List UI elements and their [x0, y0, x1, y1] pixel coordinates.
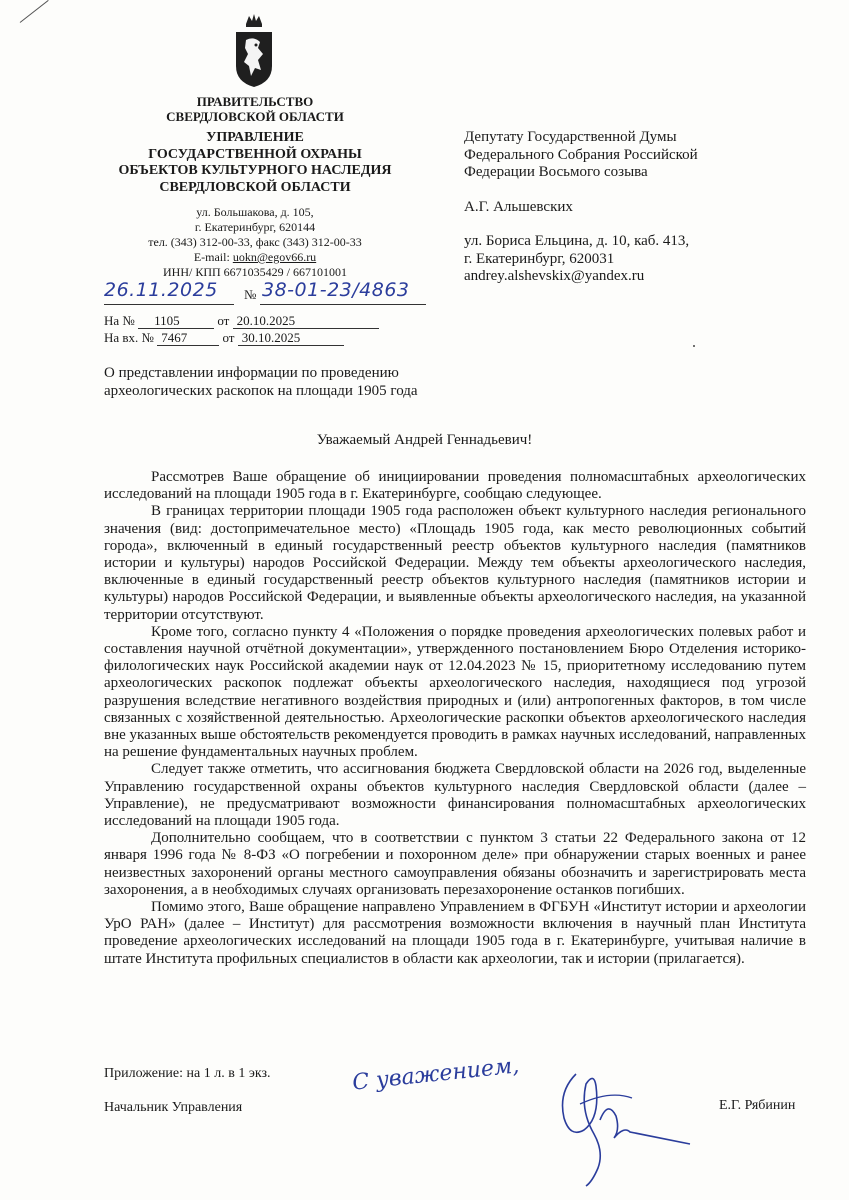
outgoing-no-label: № — [244, 287, 257, 302]
body-paragraph: Следует также отметить, что ассигнования бюджета Свердловской области на 2026 год, выделенные Управлению государственной охраны объектов культурного наследия Свердловской области (далее – Управление), не предусматривают возможности финансирования полномасштабных археологических исследований на площади 1905 года. — [104, 761, 806, 830]
contact-inn: ИНН/ КПП 6671035429 / 667101001 — [162, 265, 347, 279]
letter-body — [104, 469, 806, 968]
corner-pen-mark — [20, 0, 49, 23]
reference-date-2: 30.10.2025 — [238, 330, 344, 346]
reference-row-1: На № 1105 от 20.10.2025 — [104, 313, 379, 329]
body-paragraph: Рассмотрев Ваше обращение об инициировании проведения полномасштабных археологических исследований на площади 1905 года в г. Екатеринбурге, сообщаю следующее. — [104, 469, 806, 503]
handwritten-signature — [540, 1060, 700, 1190]
body-paragraph: Дополнительно сообщаем, что в соответствии с пунктом 3 статьи 22 Федерального закона от 12 января 1996 года № 8-ФЗ «О погребении и похоронном деле» при обнаружении старых военных и ранее неизвестных захоронений органы местного самоуправления обязаны обозначить и зарегистрировать места захоронения, а в необходимых случаях организовать перезахоронение останков погибших. — [104, 830, 806, 898]
reference-date-1: 20.10.2025 — [233, 313, 379, 329]
addressee-block — [464, 129, 764, 286]
signer-position: Начальник Управления — [104, 1100, 243, 1115]
outgoing-date: 26.11.2025 — [104, 279, 218, 301]
department-title: УПРАВЛЕНИЕ ГОСУДАРСТВЕННОЙ ОХРАНЫ ОБЪЕКТОВ КУЛЬТУРНОГО НАСЛЕДИЯ СВЕРДЛОВСКОЙ ОБЛАСТИ — [118, 130, 392, 195]
attachment-note: Приложение: на 1 л. в 1 экз. — [104, 1066, 271, 1081]
outgoing-number: 38-01-23/4863 — [262, 279, 410, 301]
signer-name: Е.Г. Рябинин — [719, 1098, 796, 1113]
contact-phone: тел. (343) 312-00-33, факс (343) 312-00-33 — [148, 235, 362, 249]
body-paragraph: Помимо этого, Ваше обращение направлено Управлением в ФГБУН «Институт истории и археологии УрО РАН» (далее – Институт) для рассмотрения возможности включения в научный план Института проведение археологических исследований на площади 1905 года в г. Екатеринбурге, учитывая наличие в штате Института профильных специалистов в области как археологии, так и истории (прилагается). — [104, 899, 806, 967]
body-paragraph: В границах территории площади 1905 года расположен объект культурного наследия регионального значения (вид: достопримечательное место) «Площадь 1905 года, как место революционных событий города», включенный в единый государственный реестр объектов культурного наследия (памятников истории и культуры) народов Российской Федерации. Между тем объекты археологического наследия, включенные в единый государственный реестр объектов культурного наследия (памятников истории и культуры) народов Российской Федерации, и выявленные объекты археологического наследия, на указанной территории отсутствуют. — [104, 503, 806, 623]
handwritten-regards: С уважением, — [351, 1053, 521, 1096]
addressee-position: Депутату Государственной Думы Федерального Собрания Российской Федерации Восьмого созыва — [464, 129, 698, 180]
government-title: ПРАВИТЕЛЬСТВО СВЕРДЛОВСКОЙ ОБЛАСТИ — [166, 94, 344, 124]
contact-email-link[interactable]: uokn@egov66.ru — [232, 250, 317, 264]
stray-dot — [693, 345, 695, 347]
reference-row-2: На вх. № 7467 от 30.10.2025 — [104, 330, 344, 346]
department-contacts: ул. Большакова, д. 105, г. Екатеринбург, 620144 тел. (343) 312-00-33, факс (343) 312-00-33 E-mail: uokn@egov66.ru ИНН/ КПП 6671035429 / 667101001 — [104, 205, 406, 280]
addressee-name: А.Г. Альшевских — [464, 198, 573, 215]
coat-of-arms-emblem — [234, 10, 274, 88]
letter-subject: О представлении информации по проведению археологических раскопок на площади 1905 года — [104, 365, 418, 399]
reference-number-1: 1105 — [138, 313, 214, 329]
contact-city: г. Екатеринбург, 620144 — [194, 220, 316, 234]
contact-street: ул. Большакова, д. 105, — [196, 205, 314, 219]
addressee-address: ул. Бориса Ельцина, д. 10, каб. 413, г. Екатеринбург, 620031 andrey.alshevskix@yandex.ru — [464, 233, 764, 286]
reference-number-2: 7467 — [157, 330, 219, 346]
addressee-email: andrey.alshevskix@yandex.ru — [464, 268, 645, 284]
outgoing-number-row — [104, 279, 424, 307]
body-paragraph: Кроме того, согласно пункту 4 «Положения о порядке проведения археологических полевых работ и составления научной отчётной документации», утвержденного постановлением Бюро Отделения историко-филологических наук Российской академии наук от 12.04.2023 № 15, приоритетному исследованию путем археологических раскопок подлежат объекты археологического наследия, находящиеся под угрозой разрушения вследствие негативного воздействия природных и (или) антропогенных факторов, в том числе связанных с хозяйственной деятельностью. Археологические раскопки объектов археологического наследия вне указанных выше обстоятельств рекомендуется проводить в рамках научных исследований, направленных на решение фундаментальных научных проблем. — [104, 623, 806, 761]
greeting: Уважаемый Андрей Геннадьевич! — [316, 432, 533, 448]
